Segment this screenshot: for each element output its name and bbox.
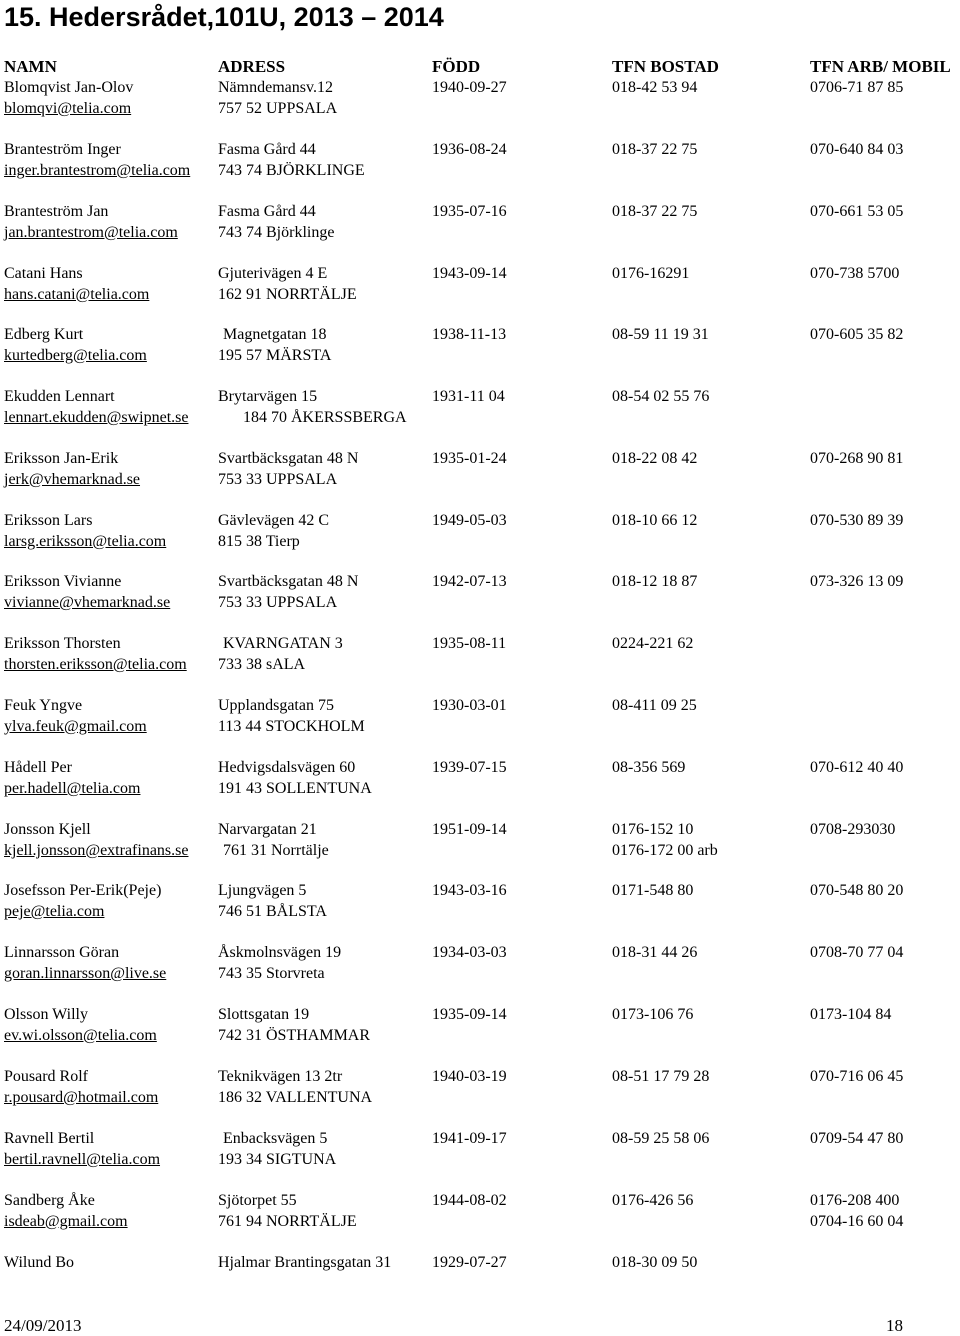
member-entry [0,757,960,799]
member-postal: 191 43 SOLLENTUNA [218,780,372,797]
member-phone-home: 08-54 02 55 76 [612,388,710,405]
member-phone-home: 0224-221 62 [612,635,694,652]
member-postal: 753 33 UPPSALA [218,594,338,611]
member-born: 1935-07-16 [432,203,507,220]
member-street: Hedvigsdalsvägen 60 [218,759,356,776]
member-street: Gävlevägen 42 C [218,512,330,529]
member-born: 1949-05-03 [432,512,507,529]
member-name: Eriksson Lars [4,512,93,529]
member-phone-home: 08-59 25 58 06 [612,1130,710,1147]
member-street: Hjalmar Brantingsgatan 31 [218,1254,392,1271]
member-phone-home: 018-42 53 94 [612,79,698,96]
member-name: Catani Hans [4,265,83,282]
member-name: Ravnell Bertil [4,1130,95,1147]
member-phone-work: 0708-293030 [810,821,896,838]
member-phone-work: 070-548 80 20 [810,882,904,899]
member-postal: 186 32 VALLENTUNA [218,1089,373,1106]
member-postal: 743 35 Storvreta [218,965,325,982]
member-postal: 815 38 Tierp [218,533,300,550]
member-entry [0,695,960,737]
member-born: 1930-03-01 [432,697,507,714]
member-name: Hådell Per [4,759,72,776]
member-email-link[interactable]: bertil.ravnell@telia.com [4,1151,161,1168]
member-name: Ekudden Lennart [4,388,115,405]
member-street: Slottsgatan 19 [218,1006,310,1023]
member-entry [0,1190,960,1232]
member-entry [0,201,960,243]
member-born: 1951-09-14 [432,821,507,838]
member-email-link[interactable]: blomqvi@telia.com [4,100,132,117]
member-postal: 733 38 sALA [218,656,306,673]
member-entry [0,139,960,181]
member-phone-home: 018-37 22 75 [612,203,698,220]
member-street: Nämndemansv.12 [218,79,333,96]
member-phone-work: 070-640 84 03 [810,141,904,158]
member-postal: 757 52 UPPSALA [218,100,338,117]
member-postal: 761 94 NORRTÄLJE [218,1213,357,1230]
member-email-link[interactable]: r.pousard@hotmail.com [4,1089,159,1106]
member-born: 1936-08-24 [432,141,507,158]
member-phone-home: 018-10 66 12 [612,512,698,529]
member-name: Josefsson Per-Erik(Peje) [4,882,162,899]
header-born: FÖDD [432,57,481,76]
member-postal: 753 33 UPPSALA [218,471,338,488]
member-name: Branteström Jan [4,203,109,220]
member-street: Ljungvägen 5 [218,882,307,899]
member-phone-home: 018-37 22 75 [612,141,698,158]
page-number: 18 [886,1316,903,1335]
member-name: Feuk Yngve [4,697,83,714]
member-born: 1944-08-02 [432,1192,507,1209]
member-email-link[interactable]: hans.catani@telia.com [4,286,150,303]
member-email-link[interactable]: jerk@vhemarknad.se [4,471,141,488]
member-email-link[interactable]: isdeab@gmail.com [4,1213,128,1230]
member-born: 1940-09-27 [432,79,507,96]
member-born: 1935-09-14 [432,1006,507,1023]
member-phone-home: 018-12 18 87 [612,573,698,590]
member-phone-work: 070-605 35 82 [810,326,904,343]
member-street: Åskmolnsvägen 19 [218,944,342,961]
member-phone-home: 08-411 09 25 [612,697,697,714]
member-entry [0,942,960,984]
member-postal: 162 91 NORRTÄLJE [218,286,357,303]
member-phone-home: 0173-106 76 [612,1006,694,1023]
member-phone-work: 070-716 06 45 [810,1068,904,1085]
member-email-link[interactable]: thorsten.eriksson@telia.com [4,656,187,673]
member-street: Brytarvägen 15 [218,388,318,405]
member-entry [0,448,960,490]
member-phone-work: 070-530 89 39 [810,512,904,529]
member-entry [0,880,960,922]
member-born: 1935-01-24 [432,450,507,467]
member-email-link[interactable]: per.hadell@telia.com [4,780,141,797]
member-phone-home: 0176-152 10 [612,821,694,838]
member-name: Wilund Bo [4,1254,75,1271]
member-entry [0,1252,960,1294]
member-phone-work: 070-738 5700 [810,265,900,282]
member-postal: 113 44 STOCKHOLM [218,718,365,735]
member-email-link[interactable]: lennart.ekudden@swipnet.se [4,409,189,426]
member-street: KVARNGATAN 3 [223,635,343,652]
member-email-link[interactable]: kjell.jonsson@extrafinans.se [4,842,189,859]
member-born: 1934-03-03 [432,944,507,961]
member-name: Blomqvist Jan-Olov [4,79,134,96]
member-postal: 746 51 BÅLSTA [218,903,327,920]
member-postal: 193 34 SIGTUNA [218,1151,337,1168]
member-phone-home-secondary: 0176-172 00 arb [612,842,718,859]
member-entry [0,386,960,428]
member-email-link[interactable]: goran.linnarsson@live.se [4,965,167,982]
member-postal: 743 74 Björklinge [218,224,335,241]
member-name: Pousard Rolf [4,1068,88,1085]
member-postal: 184 70 ÅKERSSBERGA [243,409,407,426]
member-postal: 742 31 ÖSTHAMMAR [218,1027,371,1044]
member-street: Gjuterivägen 4 E [218,265,328,282]
member-phone-home: 08-59 11 19 31 [612,326,709,343]
member-street: Svartbäcksgatan 48 N [218,450,359,467]
member-phone-work: 070-268 90 81 [810,450,904,467]
member-born: 1931-11 04 [432,388,505,405]
member-phone-work: 0706-71 87 85 [810,79,904,96]
member-entry [0,1128,960,1170]
member-name: Branteström Inger [4,141,121,158]
member-born: 1943-09-14 [432,265,507,282]
member-email-link[interactable]: kurtedberg@telia.com [4,347,147,364]
member-born: 1943-03-16 [432,882,507,899]
member-phone-work: 073-326 13 09 [810,573,904,590]
member-phone-work: 0708-70 77 04 [810,944,904,961]
member-name: Eriksson Vivianne [4,573,122,590]
member-entry [0,510,960,552]
member-name: Jonsson Kjell [4,821,91,838]
member-name: Edberg Kurt [4,326,84,343]
member-email-link[interactable]: vivianne@vhemarknad.se [4,594,171,611]
member-phone-work: 070-661 53 05 [810,203,904,220]
member-entry [0,77,960,119]
member-street: Teknikvägen 13 2tr [218,1068,343,1085]
member-entry [0,633,960,675]
member-phone-home: 08-51 17 79 28 [612,1068,710,1085]
member-entry [0,1066,960,1108]
member-name: Eriksson Thorsten [4,635,121,652]
member-phone-work: 070-612 40 40 [810,759,904,776]
header-name: NAMN [4,57,57,76]
member-entry [0,263,960,305]
member-street: Magnetgatan 18 [223,326,327,343]
member-postal: 195 57 MÄRSTA [218,347,332,364]
member-born: 1939-07-15 [432,759,507,776]
member-street: Sjötorpet 55 [218,1192,297,1209]
member-name: Linnarsson Göran [4,944,120,961]
member-email-link[interactable]: ylva.feuk@gmail.com [4,718,147,735]
member-street: Svartbäcksgatan 48 N [218,573,359,590]
member-phone-work: 0176-208 400 [810,1192,900,1209]
member-phone-home: 0171-548 80 [612,882,694,899]
member-phone-work-secondary: 0704-16 60 04 [810,1213,904,1230]
member-born: 1942-07-13 [432,573,507,590]
member-born: 1938-11-13 [432,326,507,343]
member-phone-home: 018-22 08 42 [612,450,698,467]
member-phone-home: 0176-426 56 [612,1192,694,1209]
member-postal: 761 31 Norrtälje [223,842,329,859]
header-phone-home: TFN BOSTAD [612,57,719,76]
member-entry [0,571,960,613]
member-entry [0,819,960,861]
member-email-link[interactable]: peje@telia.com [4,903,105,920]
member-phone-work: 0709-54 47 80 [810,1130,904,1147]
member-phone-home: 018-31 44 26 [612,944,698,961]
member-street: Enbacksvägen 5 [223,1130,328,1147]
member-email-link[interactable]: jan.brantestrom@telia.com [4,224,178,241]
member-born: 1940-03-19 [432,1068,507,1085]
member-email-link[interactable]: inger.brantestrom@telia.com [4,162,191,179]
member-phone-home: 08-356 569 [612,759,686,776]
member-name: Olsson Willy [4,1006,88,1023]
member-street: Fasma Gård 44 [218,141,316,158]
member-born: 1941-09-17 [432,1130,507,1147]
member-email-link[interactable]: ev.wi.olsson@telia.com [4,1027,157,1044]
member-name: Sandberg Åke [4,1192,95,1209]
footer-date: 24/09/2013 [4,1316,82,1335]
page-title: 15. Hedersrådet,101U, 2013 – 2014 [4,2,444,32]
member-street: Upplandsgatan 75 [218,697,334,714]
member-street: Fasma Gård 44 [218,203,316,220]
member-phone-home: 0176-16291 [612,265,690,282]
header-address: ADRESS [218,57,286,76]
member-postal: 743 74 BJÖRKLINGE [218,162,365,179]
member-street: Narvargatan 21 [218,821,317,838]
member-entry [0,1004,960,1046]
member-born: 1929-07-27 [432,1254,507,1271]
member-phone-home: 018-30 09 50 [612,1254,698,1271]
header-phone-work: TFN ARB/ MOBIL [810,57,951,76]
member-phone-work: 0173-104 84 [810,1006,892,1023]
member-name: Eriksson Jan-Erik [4,450,119,467]
member-entry [0,324,960,366]
member-email-link[interactable]: larsg.eriksson@telia.com [4,533,167,550]
member-born: 1935-08-11 [432,635,507,652]
